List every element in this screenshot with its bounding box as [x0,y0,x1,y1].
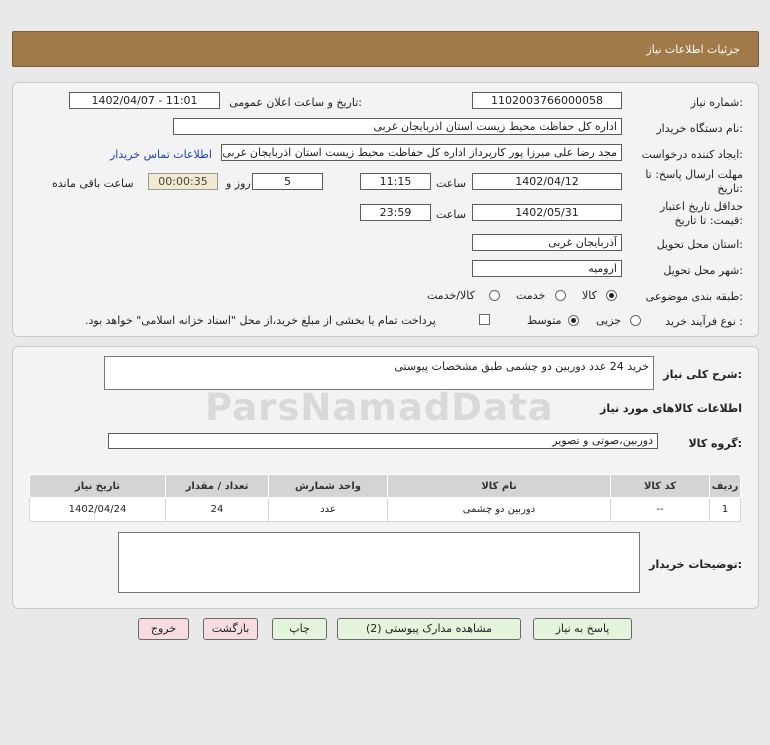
description-label: شرح کلی نیاز: [663,368,742,381]
payment-note: پرداخت تمام یا بخشی از مبلغ خرید،از محل "اسناد خزانه اسلامی" خواهد بود. [85,314,436,327]
attachments-button[interactable]: مشاهده مدارک پیوستی (2) [337,618,521,640]
col-row: ردیف [710,475,741,498]
cell-row: 1 [710,498,741,522]
cell-unit: عدد [269,498,388,522]
remaining-label: ساعت باقی مانده [52,177,134,190]
cell-date: 1402/04/24 [30,498,166,522]
watermark-logo: ParsNamadData [205,386,554,429]
need-number-label: شماره نیاز: [690,96,743,109]
cell-name: دوربین دو چشمی [388,498,611,522]
print-button[interactable]: چاپ [272,618,327,640]
category-label: طبقه بندی موضوعی: [645,290,743,303]
treasury-checkbox[interactable] [479,314,490,325]
description-field: خرید 24 عدد دوربین دو چشمی طبق مشخصات پیوستی [104,356,654,390]
category-both-radio[interactable] [489,290,500,301]
buyer-notes-label: توضیحات خریدار: [649,558,742,571]
process-minor-label: جزیی [596,314,622,327]
days-label: روز و [226,177,251,190]
buyer-org-label: نام دستگاه خریدار: [656,122,743,135]
category-service-radio[interactable] [555,290,566,301]
cell-quantity: 24 [166,498,269,522]
back-button[interactable]: بازگشت [203,618,258,640]
price-validity-label: حداقل تاریخ اعتبار قیمت: تا تاریخ: [659,200,743,227]
goods-table [29,474,741,522]
price-validity-date-field: 1402/05/31 [472,204,622,221]
reply-button[interactable]: پاسخ به نیاز [533,618,632,640]
deadline-time-label: ساعت [436,177,466,190]
announce-label: تاریخ و ساعت اعلان عمومی: [229,96,362,109]
category-goods-radio[interactable] [606,290,617,301]
process-label: نوع فرآیند خرید : [665,315,743,328]
page-header [12,31,759,67]
col-date: تاریخ نیاز [30,475,166,498]
col-code: کد کالا [611,475,710,498]
category-both-label: کالا/خدمت [427,289,475,302]
city-label: شهر محل تحویل: [663,264,743,277]
buyer-org-field: اداره کل حفاظت محیط زیست استان اذربایجان غربی [173,118,622,135]
table-header-row [30,475,741,498]
contact-buyer-link[interactable]: اطلاعات تماس خریدار [110,148,212,161]
goods-group-field: دوربین،صوتی و تصویر [108,433,658,449]
deadline-date-field: 1402/04/12 [472,173,622,190]
remaining-time-field: 00:00:35 [148,173,218,190]
buyer-notes-box [118,532,640,593]
exit-button[interactable]: خروج [138,618,189,640]
deadline-time-field: 11:15 [360,173,431,190]
category-service-label: خدمت [516,289,546,302]
city-field: ارومیه [472,260,622,277]
process-minor-radio[interactable] [630,315,641,326]
province-label: استان محل تحویل: [656,238,743,251]
process-medium-label: متوسط [527,314,562,327]
col-name: نام کالا [388,475,611,498]
announce-field: 1402/04/07 - 11:01 [69,92,220,109]
goods-group-label: گروه کالا: [688,437,742,450]
col-quantity: تعداد / مقدار [166,475,269,498]
col-unit: واحد شمارش [269,475,388,498]
days-field: 5 [252,173,323,190]
category-goods-label: کالا [582,289,597,302]
price-validity-time-label: ساعت [436,208,466,221]
creator-label: ایجاد کننده درخواست: [641,148,743,161]
province-field: آذربایجان غربی [472,234,622,251]
cell-code: -- [611,498,710,522]
need-number-field: 1102003766000058 [472,92,622,109]
process-medium-radio[interactable] [568,315,579,326]
price-validity-time-field: 23:59 [360,204,431,221]
deadline-label: مهلت ارسال پاسخ: تا تاریخ: [645,168,743,195]
goods-info-title: اطلاعات کالاهای مورد نیاز [600,402,742,415]
page-title: جزئیات اطلاعات نیاز [646,43,740,56]
creator-field: مجد رضا علی میرزا پور کارپرداز اداره کل حفاظت محیط زیست استان اذربایجان غربی [221,144,622,161]
table-row [30,498,741,522]
